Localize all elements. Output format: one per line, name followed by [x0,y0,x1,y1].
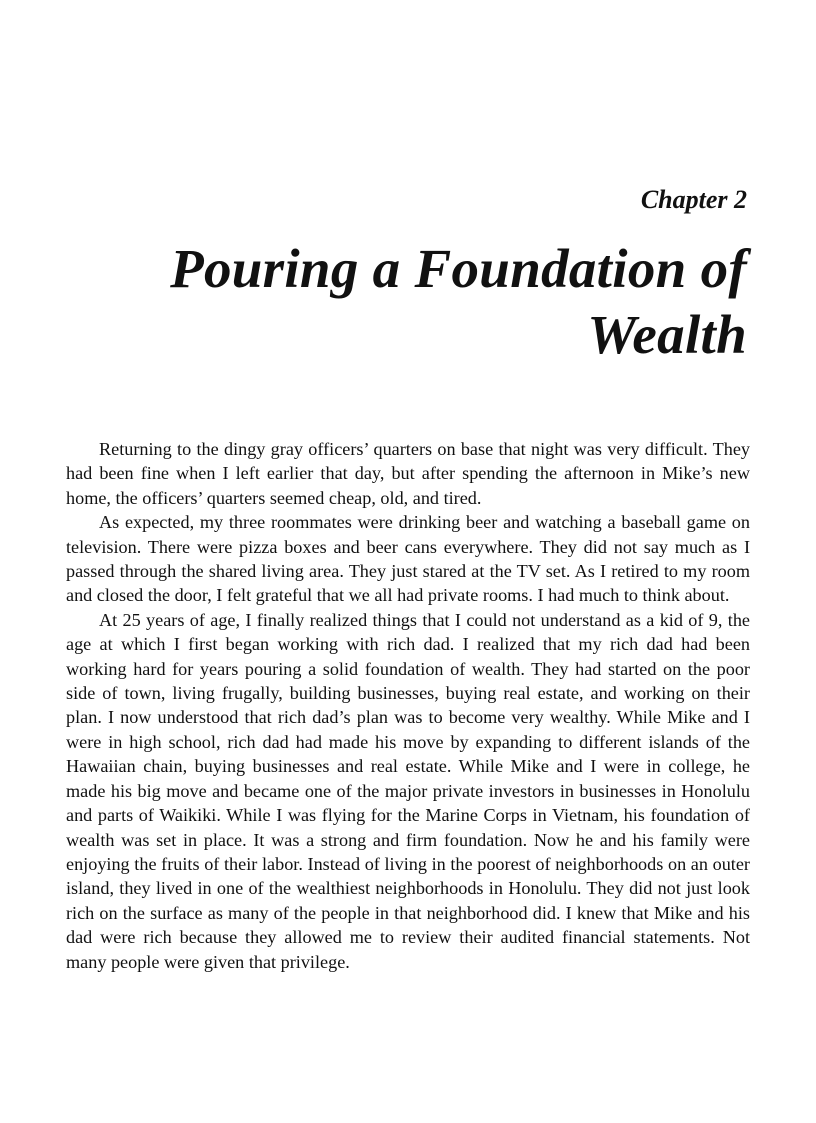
paragraph: Returning to the dingy gray officers’ quarters on base that night was very difficult. They had been fine when I left earlier that day, but after spending the afternoon in Mike’s new home, the officers’ quarters seemed cheap, old, and tired. [66,439,750,508]
body-text [66,437,750,974]
paragraph: As expected, my three roommates were drinking beer and watching a baseball game on television. There were pizza boxes and beer cans everywhere. They did not say much as I passed through the shared living area. They just stared at the TV set. As I retired to my room and closed the door, I felt grateful that we all had private rooms. I had much to think about. [66,512,750,606]
chapter-title: Pouring a Foundation of Wealth [170,238,747,365]
chapter-label: Chapter 2 [640,185,747,214]
paragraph: At 25 years of age, I finally realized things that I could not understand as a kid of 9, the age at which I first began working with rich dad. I realized that my rich dad had been working hard for years pouring a solid foundation of wealth. They had started on the poor side of town, living frugally, building businesses, buying real estate, and working on their plan. I now understood that rich dad’s plan was to become very wealthy. While Mike and I were in high school, rich dad had made his move by expanding to different islands of the Hawaiian chain, buying businesses and real estate. While Mike and I were in college, he made his big move and became one of the major private investors in businesses in Honolulu and parts of Waikiki. While I was flying for the Marine Corps in Vietnam, his foundation of wealth was set in place. It was a strong and firm foundation. Now he and his family were enjoying the fruits of their labor. Instead of living in the poorest of neighborhoods on an outer island, they lived in one of the wealthiest neighborhoods in Honolulu. They did not just look rich on the surface as many of the people in that neighborhood did. I knew that Mike and his dad were rich because they allowed me to review their audited financial statements. Not many people were given that privilege. [66,609,750,972]
